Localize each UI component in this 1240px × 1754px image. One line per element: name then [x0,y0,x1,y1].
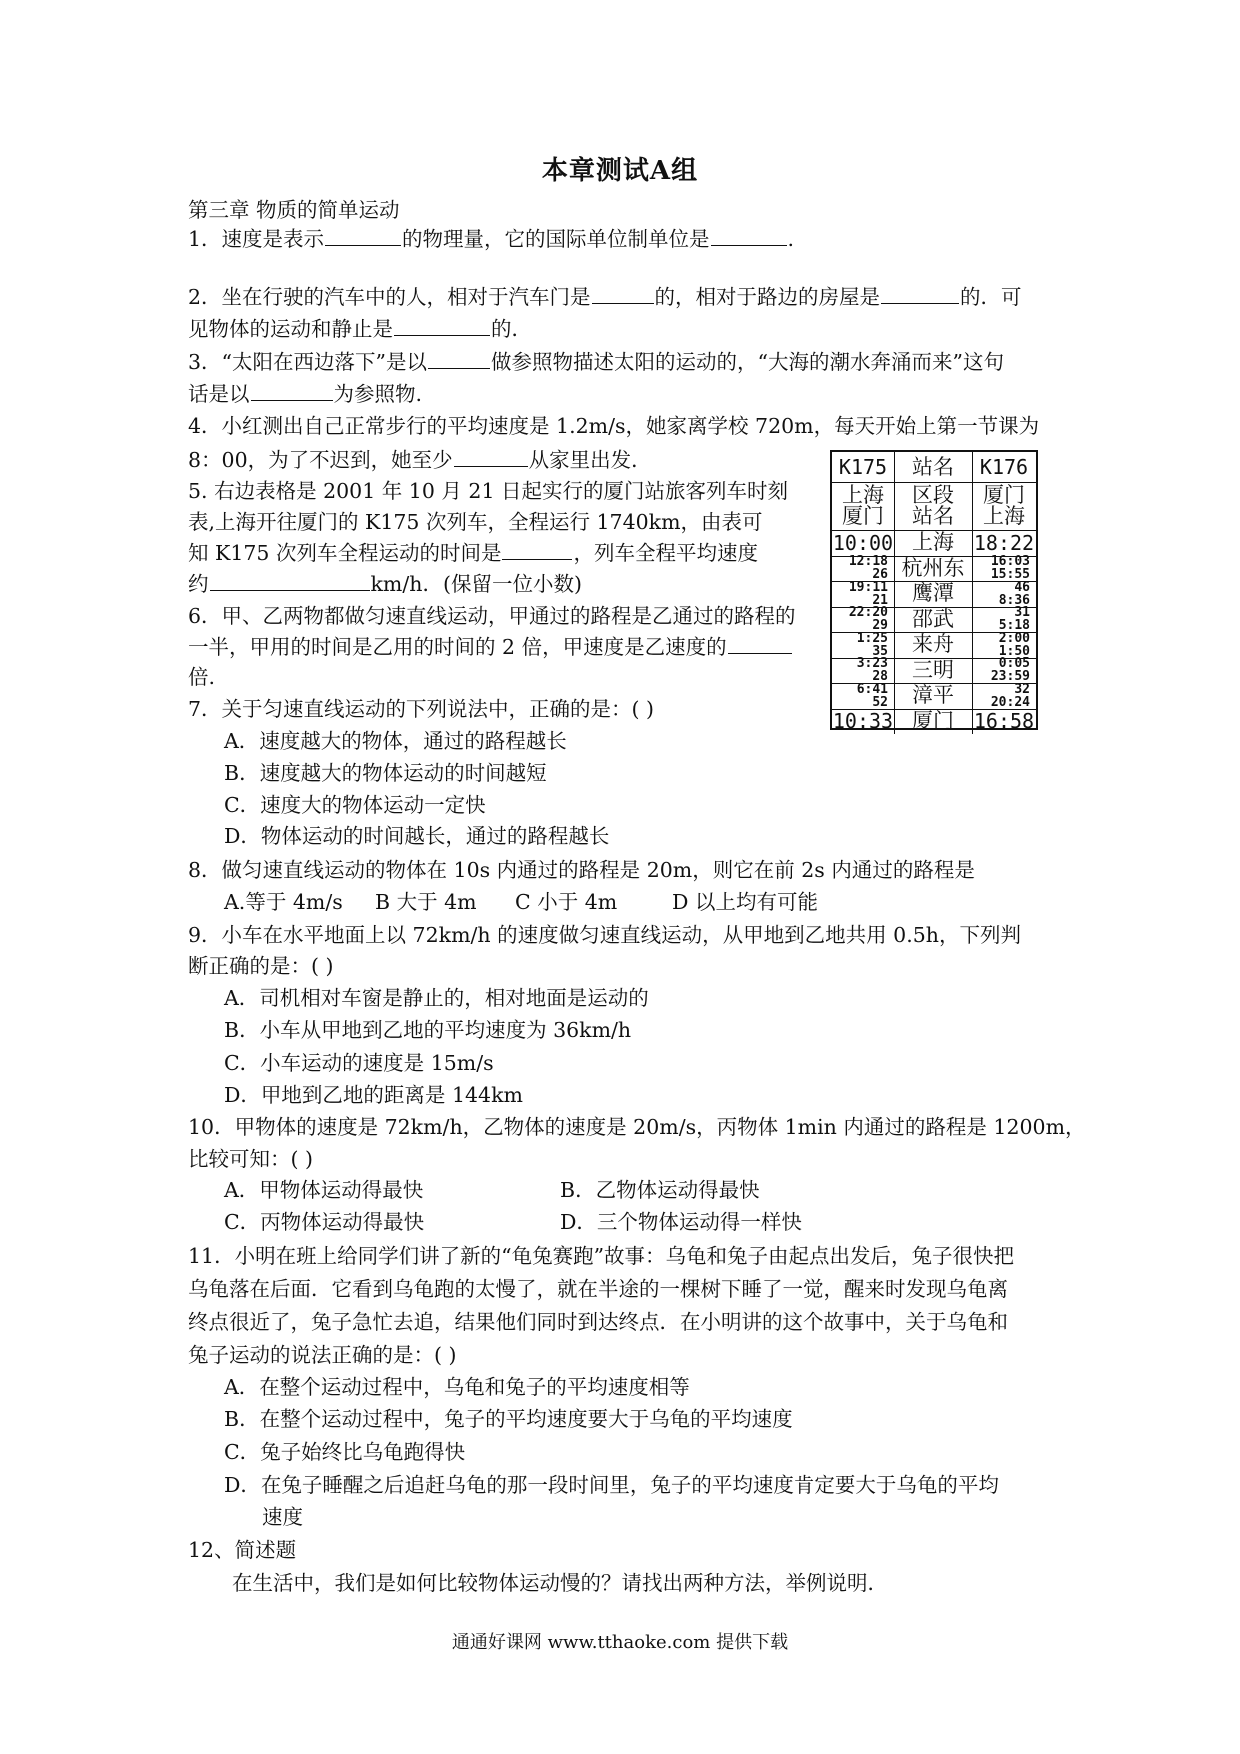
k176-depart: 5:18 [998,618,1030,634]
q7-option-d: D．物体运动的时间越长，通过的路程越长 [224,824,610,848]
answer-blank[interactable] [454,446,528,467]
train-timetable [830,450,1038,734]
station-name: 鹰潭 [894,581,973,607]
q7-option-b: B．速度越大的物体运动的时间越短 [224,761,547,785]
k176-time: 18:22 [973,530,1035,555]
timetable-header-station: 站名 [894,452,973,482]
question-6-line-2 [188,633,793,661]
answer-blank[interactable] [502,539,572,560]
question-9-stem-line-2: 断正确的是：( ) [188,954,334,978]
question-12-stem: 12、简述题 [188,1538,297,1562]
k175-arrive: 12:18 [848,554,888,570]
q10-option-a: A．甲物体运动得最快 [224,1178,424,1202]
k175-time [832,658,895,684]
k176-depart: 1:50 [998,643,1030,659]
q11-option-b: B．在整个运动过程中，兔子的平均速度要大于乌龟的平均速度 [224,1407,793,1431]
section-label-b: 站名 [912,504,954,528]
timetable-header-k175: K175 [832,452,895,482]
question-5-line-4 [188,570,582,598]
q9-option-a: A．司机相对车窗是静止的，相对地面是运动的 [224,986,649,1010]
question-5-line-3 [188,539,758,567]
question-4-line-2 [188,446,652,474]
answer-blank[interactable] [394,315,490,336]
timetable-row [832,683,1036,710]
station-name: 三明 [894,658,973,684]
k175-time [832,581,895,607]
q7-option-c: C．速度大的物体运动一定快 [224,793,486,817]
question-11-line-1: 11．小明在班上给同学们讲了新的“龟兔赛跑”故事：乌龟和兔子由起点出发后，兔子很快把 [188,1244,1015,1268]
q2-text-e: 的． [491,317,532,341]
q8-option-b: B 大于 4m [375,890,477,914]
k176-arrive: 16:03 [990,554,1030,570]
q5-text-e: 约 [188,572,209,596]
k175-arrive: 1:25 [856,630,888,646]
q2-text-b: 的，相对于路边的房屋是 [654,285,881,309]
q10-option-c: C．丙物体运动得最快 [224,1210,425,1234]
answer-blank[interactable] [592,283,654,304]
k176-arrive: 46 [1014,579,1030,595]
question-4-line-1: 4．小红测出自己正常步行的平均速度是 1.2m/s，她家离学校 720m，每天开始上第一节课为 [188,414,1040,438]
question-12-body: 在生活中，我们是如何比较物体运动慢的？请找出两种方法，举例说明． [232,1571,888,1595]
answer-blank[interactable] [325,225,401,246]
station-name: 上海 [894,530,973,556]
answer-blank[interactable] [210,570,370,591]
station-name: 漳平 [894,683,973,709]
k175-arrive: 3:23 [856,656,888,672]
q9-option-b: B．小车从甲地到乙地的平均速度为 36km/h [224,1018,632,1042]
k175-time: 10:33 [832,709,894,734]
answer-blank[interactable] [251,380,333,401]
question-9-stem-line-1: 9．小车在水平地面上以 72km/h 的速度做匀速直线运动，从甲地到乙地共用 0.5h，下列判 [188,923,1021,947]
k176-time [972,658,1036,684]
k175-depart: 21 [872,592,888,608]
k176-time [972,581,1036,607]
station-name: 邵武 [894,607,973,633]
question-11-line-4: 兔子运动的说法正确的是：( ) [188,1343,457,1367]
question-2-line-1 [188,283,1022,311]
direction-from: 上海 [842,483,884,507]
q8-option-d: D 以上均有可能 [672,890,818,914]
question-6-line-3: 倍. [188,665,216,689]
answer-blank[interactable] [711,225,787,246]
chapter-heading: 第三章 物质的简单运动 [188,198,400,222]
q8-option-c: C 小于 4m [515,890,618,914]
direction-from: 厦门 [983,483,1025,507]
k175-depart: 35 [872,643,888,659]
q3-text-c: 话是以 [188,382,250,406]
q1-text-c: . [787,227,795,251]
question-8-stem: 8．做匀速直线运动的物体在 10s 内通过的路程是 20m，则它在前 2s 内通过的路程是 [188,858,975,882]
q3-text-b: 做参照物描述太阳的运动的，“大海的潮水奔涌而来”这句 [491,350,1004,374]
k176-depart: 8:36 [998,592,1030,608]
q4-text-c: 从家里出发． [528,448,652,472]
question-3-line-1 [188,348,1004,376]
q4-text-b: 8：00，为了不迟到，她至少 [188,448,453,472]
q11-option-d: D．在兔子睡醒之后追赶乌龟的那一段时间里，兔子的平均速度肯定要大于乌龟的平均 [224,1473,999,1497]
timetable-section-label [894,482,973,530]
k175-time [832,632,895,658]
question-10-stem-line-2: 比较可知：( ) [188,1147,314,1171]
k175-time [832,607,895,633]
q10-option-b: B．乙物体运动得最快 [560,1178,760,1202]
station-name: 来舟 [894,632,973,658]
question-5-line-1: 5. 右边表格是 2001 年 10 月 21 日起实行的厦门站旅客列车时刻 [188,479,789,503]
timetable-row [832,607,1036,634]
q5-text-f: km/h．(保留一位小数) [370,572,582,596]
k175-arrive: 22:20 [848,605,888,621]
direction-to: 上海 [983,504,1025,528]
k176-depart: 15:55 [990,567,1030,583]
question-10-stem-line-1: 10．甲物体的速度是 72km/h，乙物体的速度是 20m/s，丙物体 1min 内通过的路程是 1200m， [188,1115,1086,1139]
q6-text-b: 一半，甲用的时间是乙用的时间的 2 倍，甲速度是乙速度的 [188,635,727,659]
answer-blank[interactable] [881,283,959,304]
direction-to: 厦门 [842,504,884,528]
q5-text-d: ，列车全程平均速度 [573,541,758,565]
k176-time [972,607,1036,633]
q10-option-d: D．三个物体运动得一样快 [560,1210,802,1234]
timetable-row [832,709,1036,735]
k176-time [972,556,1036,582]
timetable-row [832,632,1036,659]
question-11-line-2: 乌龟落在后面．它看到乌龟跑的太慢了，就在半途的一棵树下睡了一觉，醒来时发现乌龟离 [188,1277,1008,1301]
timetable-subheader-row [832,482,1036,531]
k175-time: 10:00 [832,530,894,555]
timetable-direction-k176 [972,482,1036,530]
k175-depart: 52 [872,694,888,710]
k175-depart: 29 [872,618,888,634]
station-name: 杭州东 [894,556,973,582]
section-label-a: 区段 [912,483,954,507]
timetable-header-k176: K176 [979,455,1029,479]
timetable-row [832,658,1036,685]
page-title: 本章测试A组 [541,156,699,186]
question-11-line-3: 终点很近了，兔子急忙去追，结果他们同时到达终点．在小明讲的这个故事中，关于乌龟和 [188,1310,1008,1334]
q1-text-a: 1．速度是表示 [188,227,325,251]
question-6-line-1: 6．甲、乙两物都做匀速直线运动，甲通过的路程是乙通过的路程的 [188,604,796,628]
q3-text-a: 3．“太阳在西边落下”是以 [188,350,428,374]
q5-text-c: 知 K175 次列车全程运动的时间是 [188,541,502,565]
timetable-row [832,530,1036,557]
k175-depart: 28 [872,669,888,685]
answer-blank[interactable] [428,348,490,369]
timetable-direction-k175 [832,482,895,530]
k176-arrive: 31 [1014,605,1030,621]
k175-arrive: 6:41 [856,681,888,697]
question-2-line-2 [188,315,532,343]
q9-option-d: D．甲地到乙地的距离是 144km [224,1083,523,1107]
question-5-line-2: 表,上海开往厦门的 K175 次列车，全程运行 1740km，由表可 [188,510,763,534]
question-1 [188,225,794,253]
k175-time [832,683,895,709]
q8-option-a: A.等于 4m/s [224,890,343,914]
page-footer: 通通好课网 www.tthaoke.com 提供下载 [451,1632,789,1653]
q11-option-d-continued: 速度 [262,1505,303,1529]
k176-time [972,632,1036,658]
q11-option-a: A．在整个运动过程中，乌龟和兔子的平均速度相等 [224,1375,690,1399]
k175-time [832,556,895,582]
k175-arrive: 19:11 [848,579,888,595]
station-name: 厦门 [894,709,973,735]
q9-option-c: C．小车运动的速度是 15m/s [224,1051,494,1075]
question-3-line-2 [188,380,422,408]
k176-arrive: 32 [1014,681,1030,697]
k176-depart: 20:24 [990,694,1030,710]
q11-option-c: C．兔子始终比乌龟跑得快 [224,1440,466,1464]
timetable-row [832,581,1036,608]
k176-depart: 23:59 [990,669,1030,685]
timetable-header-row [832,452,1036,483]
k176-arrive: 0:05 [998,656,1030,672]
answer-blank[interactable] [728,633,792,654]
q2-text-c: 的．可 [960,285,1022,309]
q3-text-d: 为参照物. [333,382,423,406]
k175-depart: 26 [872,567,888,583]
k176-time [972,683,1036,709]
question-7-stem: 7．关于匀速直线运动的下列说法中，正确的是：( ) [188,697,655,721]
q7-option-a: A．速度越大的物体，通过的路程越长 [224,729,567,753]
k176-time: 16:58 [973,709,1035,734]
q1-text-b: 的物理量，它的国际单位制单位是 [402,227,710,251]
k176-arrive: 2:00 [998,630,1030,646]
q2-text-d: 见物体的运动和静止是 [188,317,393,341]
q2-text-a: 2．坐在行驶的汽车中的人，相对于汽车门是 [188,285,591,309]
timetable-row [832,556,1036,583]
